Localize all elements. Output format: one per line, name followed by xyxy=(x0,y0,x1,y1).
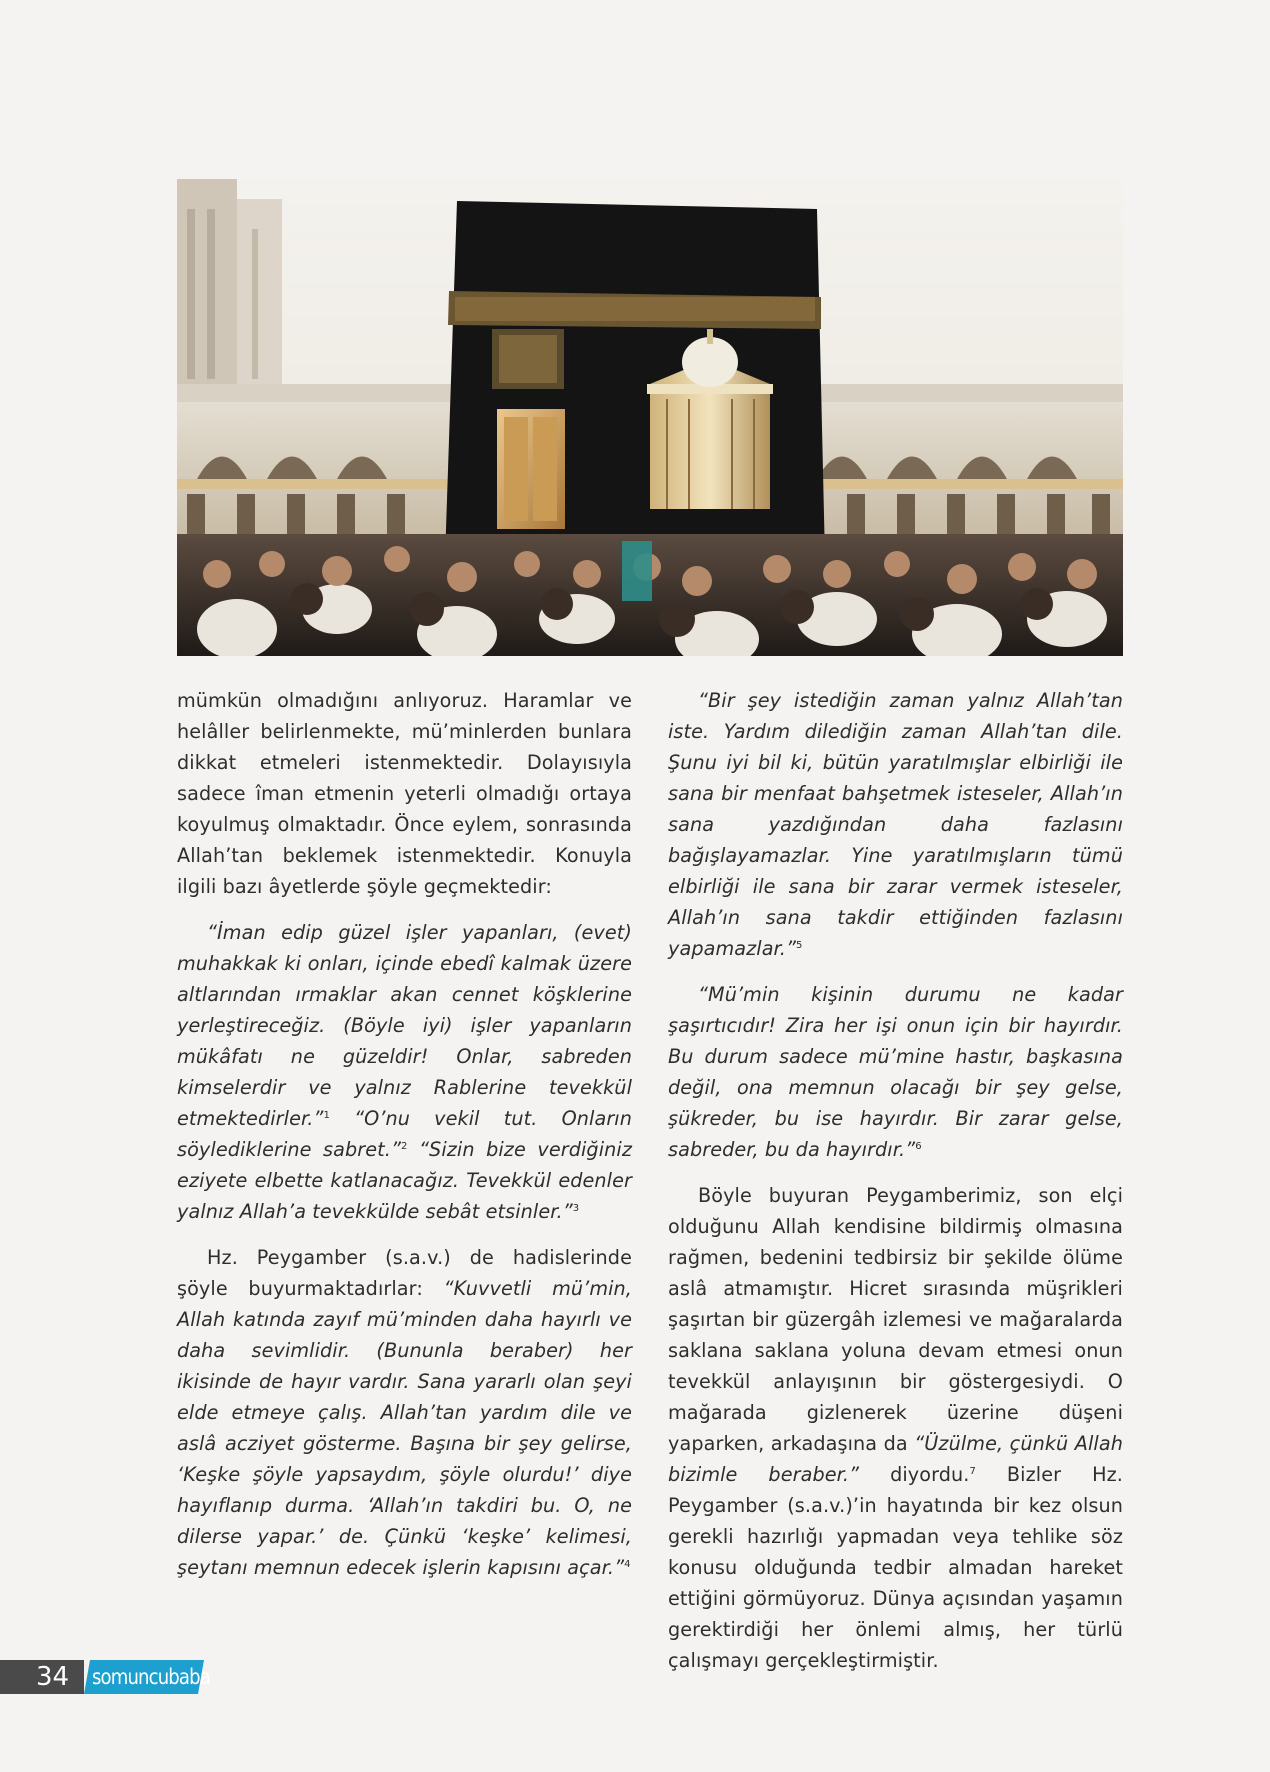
page-footer xyxy=(0,1660,210,1694)
quote-paragraph xyxy=(668,685,1123,964)
paragraph xyxy=(177,685,632,902)
paragraph xyxy=(177,1242,632,1583)
hadith-quote: “Üzülme, çünkü Allah bizimle beraber.” xyxy=(668,1432,1123,1486)
magazine-logo: somuncubaba xyxy=(92,1665,210,1689)
verse-quote: “Sizin bize verdiğiniz eziyete elbette katlanacağız. Tevekkül edenler yalnız Allah’a tevekkülde sebât etsinler.” xyxy=(177,1138,632,1223)
quote-paragraph xyxy=(177,917,632,1227)
footnote-ref: 4 xyxy=(624,1559,631,1570)
body-text: diyordu. xyxy=(859,1463,970,1486)
paragraph xyxy=(668,1180,1123,1676)
verse-quote: “O’nu vekil tut. Onların söylediklerine sabret.” xyxy=(177,1107,633,1161)
footnote-ref: 5 xyxy=(796,940,803,951)
page-number: 34 xyxy=(36,1662,70,1692)
kaaba-photo xyxy=(177,179,1123,656)
footnote-ref: 7 xyxy=(969,1466,976,1477)
body-text: Böyle buyuran Peygamberimiz, son elçi olduğunu Allah kendisine bildirmiş olmasına rağmen, bedenini tedbirsiz bir şekilde ölüme aslâ atmamıştır. Hicret sırasında müşrikleri şaşırtan bir güzergâh izlemesi ve mağaralarda saklana saklana yoluna devam etmesi onun tevekkül anlayışının bir göstergesiydi. O mağarada gizlenerek üzerine düşeni yaparken, arkadaşına da xyxy=(668,1184,1123,1455)
right-text-column xyxy=(668,685,1123,1691)
footnote-ref: 6 xyxy=(915,1141,922,1152)
footnote-ref: 2 xyxy=(401,1141,408,1152)
quote-paragraph xyxy=(668,979,1123,1165)
verse-quote: “İman edip güzel işler yapanları, (evet) muhakkak ki onları, içinde ebedî kalmak üzere altlarından ırmaklar akan cennet köşklerine yerleştireceğiz. (Böyle iyi) işler yapanların mükâfatı ne güzeldir! Onlar, sabreden kimselerdir ve yalnız Rablerine tevekkül etmektedirler.” xyxy=(177,921,632,1130)
footnote-ref: 1 xyxy=(323,1110,330,1121)
hadith-quote: “Mü’min kişinin durumu ne kadar şaşırtıcıdır! Zira her işi onun için bir hayırdır. Bu durum sadece mü’mine hastır, başkasına değil, ona memnun olacağı bir şey gelse, şükreder, bu ise hayırdır. Bir zarar gelse, sabreder, bu da hayırdır.” xyxy=(668,983,1123,1161)
footnote-ref: 3 xyxy=(572,1203,580,1214)
body-text: Hz. Peygamber (s.a.v.) de hadislerinde şöyle buyurmaktadırlar: xyxy=(177,1246,632,1300)
left-text-column xyxy=(177,685,632,1598)
body-text: Bizler Hz. Peygamber (s.a.v.)’in hayatında bir kez olsun gerekli hazırlığı yapmadan veya tehlike söz konusu olduğunda tedbir almadan hareket ettiğini görmüyoruz. Dünya açısından yaşamın gerektirdiği her önlemi almış, her türlü çalışmayı gerçekleştirmiştir. xyxy=(668,1463,1123,1672)
hadith-quote: “Bir şey istediğin zaman yalnız Allah’tan iste. Yardım dilediğin zaman Allah’tan dile. Şunu iyi bil ki, bütün yaratılmışlar elbirliği ile sana bir menfaat bahşetmek isteseler, Allah’ın sana yazdığından daha fazlasını bağışlayamazlar. Yine yaratılmışların tümü elbirliği ile sana bir zarar vermek isteseler, Allah’ın sana takdir ettiğinden fazlasını yapamazlar.” xyxy=(668,689,1123,960)
hadith-quote: “Kuvvetli mü’min, Allah katında zayıf mü’minden daha hayırlı ve daha sevimlidir. (Bununla beraber) her ikisinde de hayır vardır. Sana yararlı olan şeyi elde etmeye çalış. Allah’tan yardım dile ve aslâ acziyet gösterme. Başına bir şey gelirse, ‘Keşke şöyle yapsaydım, şöyle olurdu!’ diye hayıflanıp durma. ‘Allah’ın takdiri bu. O, ne dilerse yapar.’ de. Çünkü ‘keşke’ kelimesi, şeytanı memnun edecek işlerin kapısını açar.” xyxy=(177,1277,632,1579)
body-text: mümkün olmadığını anlıyoruz. Haramlar ve helâller belirlenmekte, mü’minlerden bunlara dikkat etmeleri istenmektedir. Dolayısıyla sadece îman etmenin yeterli olmadığı ortaya koyulmuş olmaktadır. Önce eylem, sonrasında Allah’tan beklemek istenmektedir. Konuyla ilgili bazı âyetlerde şöyle geçmektedir: xyxy=(177,689,632,898)
kaaba-illustration xyxy=(177,179,1123,656)
